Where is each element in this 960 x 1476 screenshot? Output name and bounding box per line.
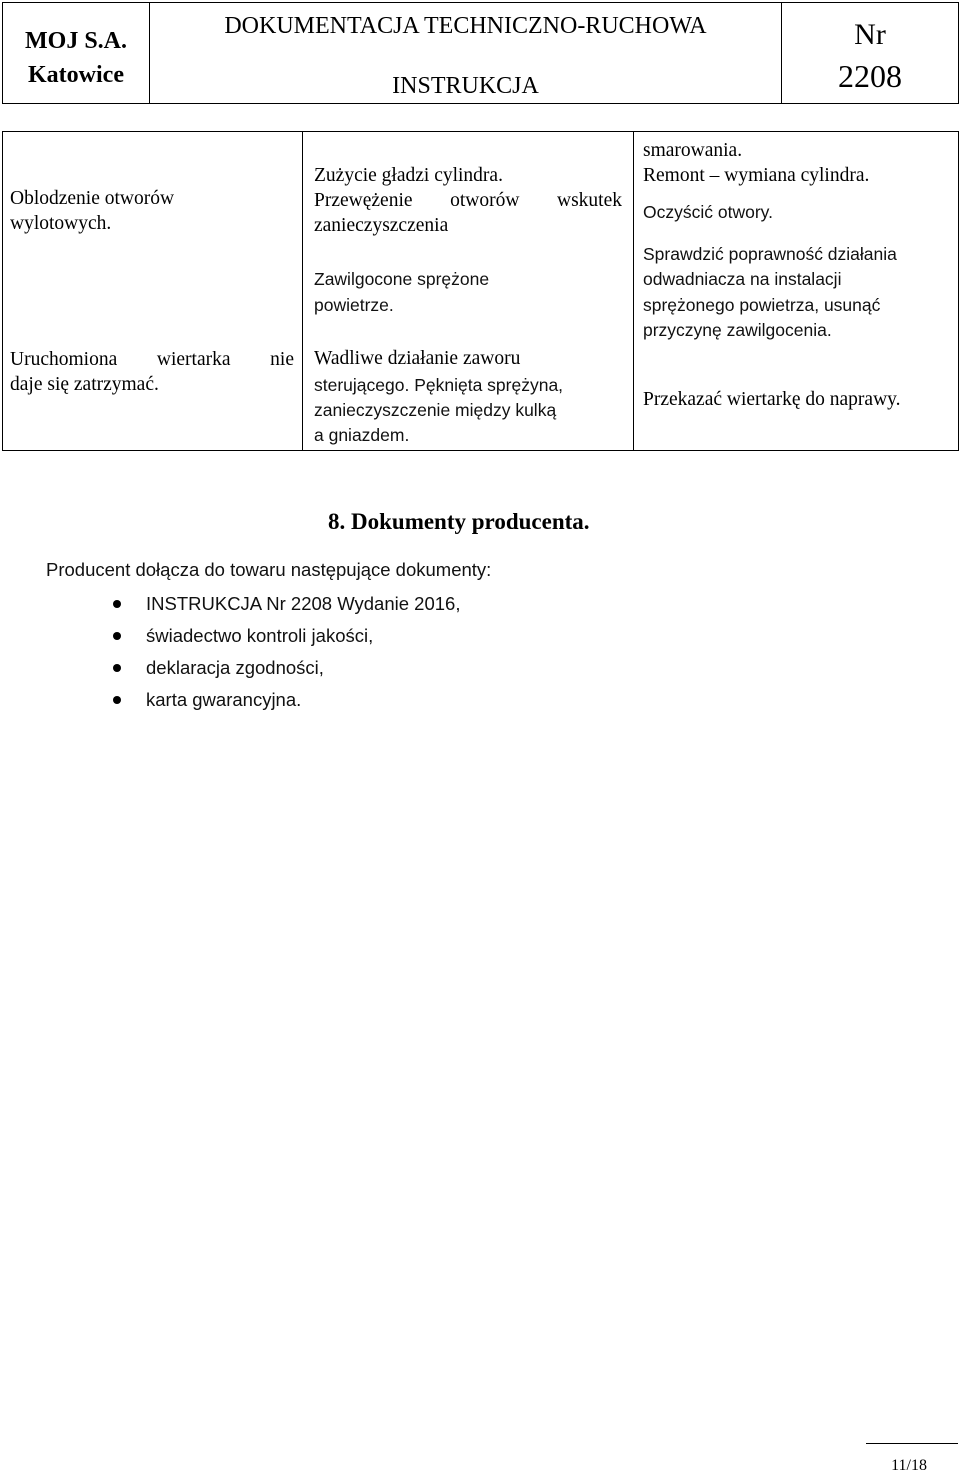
cause-line-6: Wadliwe działanie zaworu bbox=[314, 348, 521, 369]
remedy-line-4: Sprawdzić poprawność działania bbox=[643, 244, 897, 264]
footer-rule bbox=[866, 1443, 958, 1444]
cause-line-2-word-2: otworów bbox=[450, 190, 520, 211]
company-cell bbox=[3, 3, 150, 103]
fault-column bbox=[3, 132, 303, 450]
page-number: 11/18 bbox=[891, 1457, 927, 1474]
cause-line-3: zanieczyszczenia bbox=[314, 215, 449, 236]
cause-line-8: zanieczyszczenie między kulką bbox=[314, 400, 557, 420]
doc-number-cell bbox=[782, 3, 958, 103]
fault-2-line-2: daje się zatrzymać. bbox=[10, 374, 159, 395]
bullet-icon bbox=[113, 664, 121, 672]
list-item-text: deklaracja zgodności, bbox=[146, 657, 324, 678]
bullet-icon bbox=[113, 600, 121, 608]
fault-2-line-1 bbox=[10, 347, 294, 372]
section-title: 8. Dokumenty producenta. bbox=[328, 509, 590, 534]
list-item-text: świadectwo kontroli jakości, bbox=[146, 625, 374, 646]
doc-title-cell bbox=[150, 3, 782, 103]
doc-number-label: Nr bbox=[854, 18, 886, 51]
bullet-icon bbox=[113, 632, 121, 640]
doc-subtype: INSTRUKCJA bbox=[392, 73, 539, 99]
cause-line-7: sterującego. Pęknięta sprężyna, bbox=[314, 375, 564, 395]
section-intro: Producent dołącza do towaru następujące dokumenty: bbox=[46, 559, 492, 580]
fault-2-word-2: wiertarka bbox=[156, 349, 231, 370]
remedy-column bbox=[634, 132, 958, 450]
cause-line-4: Zawilgocone sprężone bbox=[314, 269, 490, 289]
fault-1-line-1: Oblodzenie otworów bbox=[10, 188, 175, 209]
remedy-line-5: odwadniacza na instalacji bbox=[643, 269, 842, 289]
remedy-line-2: Remont – wymiana cylindra. bbox=[643, 165, 870, 186]
document-header bbox=[2, 2, 959, 104]
fault-2-word-3: nie bbox=[270, 349, 294, 370]
company-name: MOJ S.A. bbox=[25, 28, 127, 54]
remedy-line-3: Oczyścić otwory. bbox=[643, 202, 773, 222]
list-item bbox=[106, 588, 460, 620]
cause-line-2 bbox=[314, 188, 622, 213]
remedy-line-7: przyczynę zawilgocenia. bbox=[643, 320, 832, 340]
fault-1-line-2: wylotowych. bbox=[10, 213, 112, 234]
remedy-line-1: smarowania. bbox=[643, 140, 743, 161]
cause-column bbox=[303, 132, 634, 450]
list-item-text: INSTRUKCJA Nr 2208 Wydanie 2016, bbox=[146, 593, 461, 614]
company-city: Katowice bbox=[28, 62, 124, 88]
remedy-line-6: sprężonego powietrza, usunąć bbox=[643, 295, 881, 315]
list-item bbox=[106, 684, 460, 716]
list-item-text: karta gwarancyjna. bbox=[146, 689, 302, 710]
cause-line-2-word-1: Przewężenie bbox=[314, 190, 413, 211]
cause-line-5: powietrze. bbox=[314, 295, 394, 315]
remedy-line-8: Przekazać wiertarkę do naprawy. bbox=[643, 389, 901, 410]
troubleshooting-table bbox=[2, 131, 959, 451]
bullet-icon bbox=[113, 696, 121, 704]
cause-line-9: a gniazdem. bbox=[314, 425, 410, 445]
document-list bbox=[106, 588, 460, 716]
list-item bbox=[106, 620, 460, 652]
cause-line-2-word-3: wskutek bbox=[556, 190, 622, 211]
fault-2-word-1: Uruchomiona bbox=[10, 349, 118, 370]
doc-type: DOKUMENTACJA TECHNICZNO-RUCHOWA bbox=[224, 13, 707, 39]
cause-line-1: Zużycie gładzi cylindra. bbox=[314, 165, 503, 186]
list-item bbox=[106, 652, 460, 684]
doc-number-value: 2208 bbox=[838, 58, 902, 94]
